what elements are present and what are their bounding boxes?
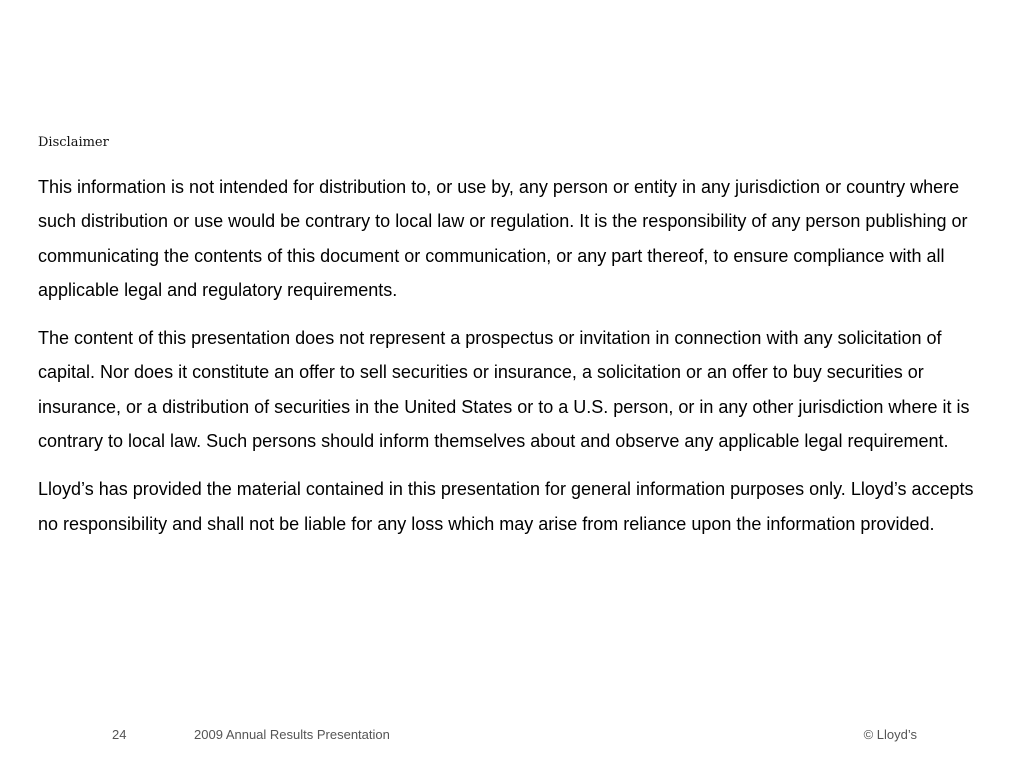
disclaimer-paragraph: This information is not intended for distribution to, or use by, any person or entity in any jurisdiction or country where such distribution or use would be contrary to local law or regulation. It is the responsibility of any person publishing or communicating the contents of this document or communication, or any part thereof, to ensure compliance with all applicable legal and regulatory requirements. xyxy=(38,177,968,300)
document-title: 2009 Annual Results Presentation xyxy=(194,727,390,742)
copyright-notice: © Lloyd’s xyxy=(863,727,917,742)
slide-heading: Disclaimer xyxy=(38,135,109,150)
page-number: 24 xyxy=(112,727,127,742)
disclaimer-paragraph: The content of this presentation does not represent a prospectus or invitation in connection with any solicitation of capital. Nor does it constitute an offer to sell securities or insurance, a solicitation or an offer to buy securities or insurance, or a distribution of securities in the United States or to a U.S. person, or in any other jurisdiction where it is contrary to local law. Such persons should inform themselves about and observe any applicable legal requirement. xyxy=(38,328,970,452)
disclaimer-paragraph: Lloyd’s has provided the material contained in this presentation for general information purposes only. Lloyd’s accepts no responsibility and shall not be liable for any loss which may arise from reliance upon the information provided. xyxy=(38,479,974,534)
disclaimer-body xyxy=(38,170,986,555)
